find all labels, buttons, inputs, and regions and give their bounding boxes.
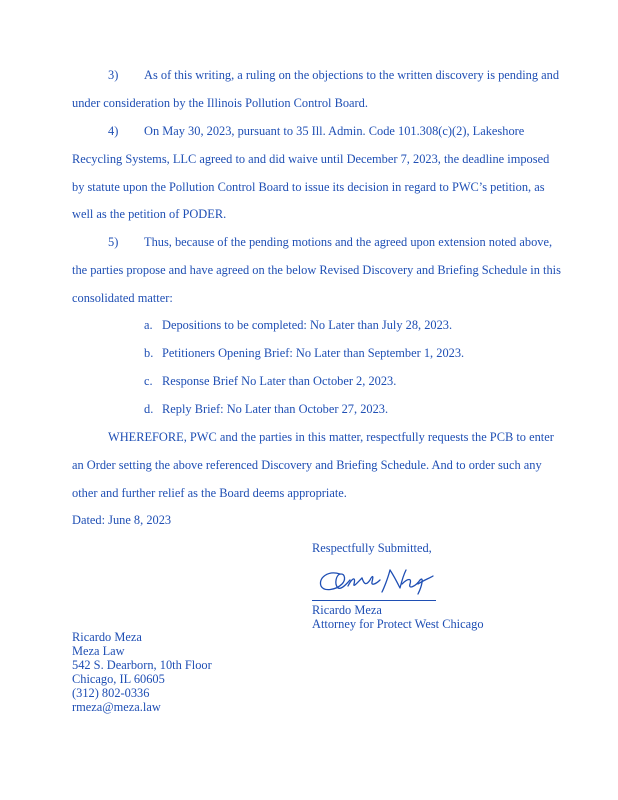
paragraph-5-line-1: Thus, because of the pending motions and the agreed upon extension noted above,: [144, 235, 553, 249]
schedule-item-c-letter: c.: [144, 374, 153, 388]
paragraph-3-number: 3): [108, 68, 119, 82]
contact-street: 542 S. Dearborn, 10th Floor: [72, 658, 212, 672]
contact-city: Chicago, IL 60605: [72, 672, 165, 686]
schedule-item-a-text: Depositions to be completed: No Later than July 28, 2023.: [162, 318, 453, 332]
signer-name: Ricardo Meza: [312, 603, 382, 617]
schedule-item-b-text: Petitioners Opening Brief: No Later than September 1, 2023.: [162, 346, 465, 360]
schedule-item-b-letter: b.: [144, 346, 154, 360]
signature-line: [312, 600, 436, 601]
paragraph-5-line-3: consolidated matter:: [72, 291, 173, 305]
paragraph-4-line-1: On May 30, 2023, pursuant to 35 Ill. Admin. Code 101.308(c)(2), Lakeshore: [144, 124, 525, 138]
contact-phone: (312) 802-0336: [72, 686, 150, 700]
handwritten-signature: [312, 562, 436, 600]
schedule-item-d-letter: d.: [144, 402, 154, 416]
paragraph-5-number: 5): [108, 235, 119, 249]
paragraph-4-number: 4): [108, 124, 119, 138]
wherefore-line-3: other and further relief as the Board deems appropriate.: [72, 486, 347, 500]
wherefore-line-2: an Order setting the above referenced Discovery and Briefing Schedule. And to order such any: [72, 458, 542, 472]
paragraph-3-line-1: As of this writing, a ruling on the objections to the written discovery is pending and: [144, 68, 560, 82]
dated-line: Dated: June 8, 2023: [72, 513, 172, 527]
paragraph-5-line-2: the parties propose and have agreed on the below Revised Discovery and Briefing Schedule in this: [72, 263, 561, 277]
paragraph-4-line-4: well as the petition of PODER.: [72, 207, 227, 221]
wherefore-line-1: WHEREFORE, PWC and the parties in this matter, respectfully requests the PCB to enter: [108, 430, 554, 444]
paragraph-4-line-2: Recycling Systems, LLC agreed to and did waive until December 7, 2023, the deadline imposed: [72, 152, 550, 166]
schedule-item-c-text: Response Brief No Later than October 2, 2023.: [162, 374, 397, 388]
schedule-item-a-letter: a.: [144, 318, 153, 332]
contact-firm: Meza Law: [72, 644, 125, 658]
schedule-item-d-text: Reply Brief: No Later than October 27, 2023.: [162, 402, 389, 416]
contact-email: rmeza@meza.law: [72, 700, 161, 714]
paragraph-3-line-2: under consideration by the Illinois Pollution Control Board.: [72, 96, 368, 110]
signer-title: Attorney for Protect West Chicago: [312, 617, 484, 631]
contact-name: Ricardo Meza: [72, 630, 142, 644]
closing-text: Respectfully Submitted,: [312, 541, 432, 555]
paragraph-4-line-3: by statute upon the Pollution Control Board to issue its decision in regard to PWC’s petition, as: [72, 180, 545, 194]
